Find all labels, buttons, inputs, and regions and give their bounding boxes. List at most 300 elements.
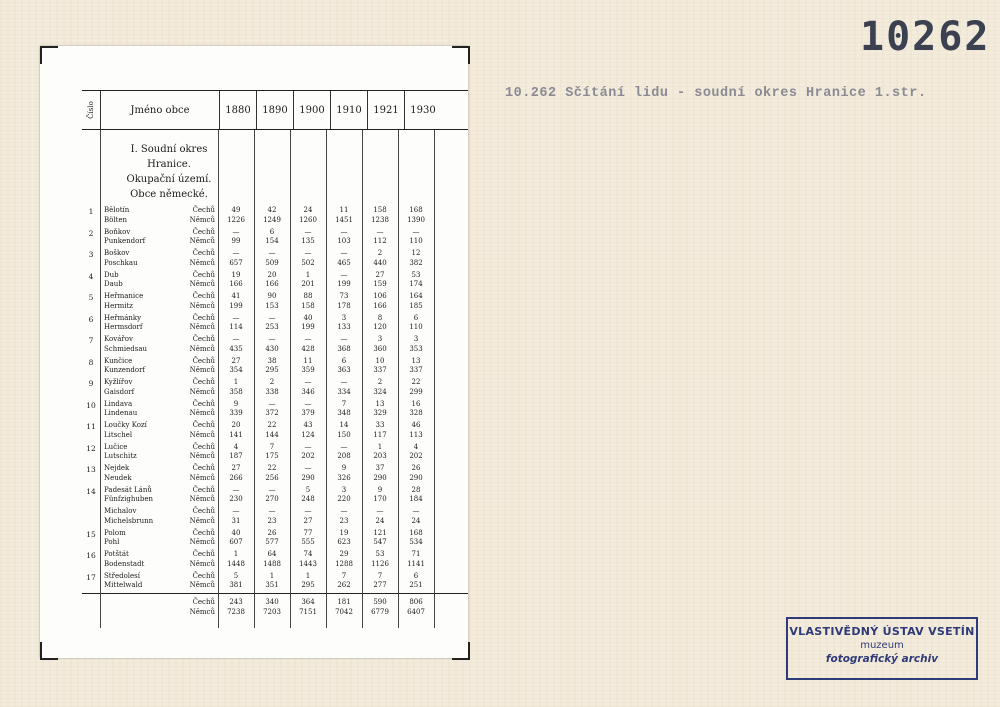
year-values — [290, 507, 326, 529]
value-germans: 1451 — [335, 215, 353, 224]
name-czech: Polom — [104, 528, 126, 537]
name-german: Schmiedsau — [104, 344, 147, 353]
value-germans: 178 — [337, 301, 351, 310]
value-czechs: 22 — [267, 421, 277, 429]
value-germans: 295 — [265, 366, 279, 374]
name-czech: Boňkov — [104, 227, 131, 236]
value-germans: 348 — [337, 409, 351, 417]
total-czechs: 181 — [337, 598, 351, 606]
table-row — [82, 443, 468, 465]
year-values — [254, 529, 290, 551]
year-values — [218, 550, 254, 572]
header-year: 1880 — [219, 91, 256, 129]
value-czechs: — — [268, 335, 276, 343]
year-values — [362, 228, 398, 250]
municipality-names — [100, 400, 180, 422]
table-row — [82, 271, 468, 293]
value-germans: 290 — [301, 473, 315, 482]
value-germans: 253 — [265, 323, 279, 331]
value-germans: 435 — [229, 344, 243, 353]
value-germans: 1443 — [299, 559, 317, 568]
value-germans: 199 — [301, 323, 315, 331]
year-values — [326, 486, 362, 508]
label-czechs: Čechů — [192, 206, 215, 214]
value-czechs: 9 — [341, 464, 347, 472]
total-czechs: 340 — [265, 598, 279, 606]
value-czechs: 6 — [413, 313, 419, 322]
year-values — [326, 292, 362, 314]
year-values — [254, 378, 290, 400]
value-czechs: 1 — [269, 571, 275, 580]
value-czechs: 27 — [231, 464, 241, 472]
value-germans: 201 — [301, 280, 315, 288]
value-germans: 326 — [337, 473, 351, 482]
value-czechs: — — [340, 270, 348, 279]
value-czechs: 3 — [413, 335, 419, 343]
row-number: 4 — [88, 271, 94, 281]
name-czech: Boškov — [104, 249, 130, 257]
year-values — [218, 421, 254, 443]
name-german: Pohl — [104, 538, 120, 546]
value-czechs: — — [304, 378, 312, 386]
label-germans: Němců — [189, 430, 215, 439]
year-values — [218, 249, 254, 271]
year-values — [254, 292, 290, 314]
stamp-line: fotografický archiv — [825, 653, 939, 665]
label-germans: Němců — [189, 495, 215, 503]
label-czechs: Čechů — [192, 421, 215, 429]
year-values — [218, 292, 254, 314]
value-germans: 290 — [373, 473, 387, 482]
year-values — [398, 335, 434, 357]
value-czechs: 168 — [409, 528, 423, 537]
value-czechs: — — [340, 249, 348, 257]
label-czechs: Čechů — [192, 292, 215, 300]
value-czechs: 26 — [411, 464, 421, 472]
value-germans: 203 — [373, 452, 387, 460]
header-number: Číslo — [86, 101, 95, 119]
name-german: Bölten — [104, 215, 128, 224]
label-czechs: Čechů — [192, 442, 215, 451]
value-czechs: 33 — [375, 421, 385, 429]
value-germans: 337 — [373, 366, 387, 374]
label-czechs: Čechů — [192, 249, 215, 257]
year-values — [326, 550, 362, 572]
value-czechs: 9 — [377, 485, 383, 494]
value-czechs: 13 — [411, 356, 421, 365]
value-czechs: 38 — [267, 356, 277, 365]
value-germans: 337 — [409, 366, 423, 374]
year-values — [218, 507, 254, 529]
value-czechs: 43 — [303, 421, 313, 429]
label-czechs: Čechů — [192, 550, 215, 558]
year-values — [254, 572, 290, 594]
name-czech: Lindava — [104, 399, 133, 408]
year-values — [362, 378, 398, 400]
year-values — [398, 550, 434, 572]
year-values — [254, 400, 290, 422]
nationality-labels — [180, 443, 218, 465]
label-germans: Němců — [189, 452, 215, 460]
table-row — [82, 314, 468, 336]
table-row — [82, 507, 468, 529]
photograph — [40, 46, 468, 658]
value-czechs: 168 — [409, 206, 423, 214]
year-values — [362, 314, 398, 336]
row-number: 11 — [86, 422, 96, 431]
value-czechs: — — [412, 507, 420, 515]
value-germans: 31 — [231, 516, 241, 525]
label-germans: Němců — [189, 366, 215, 374]
value-germans: 368 — [337, 344, 351, 353]
value-czechs: 14 — [339, 421, 349, 429]
archive-stamp — [786, 617, 978, 680]
name-german: Daub — [104, 280, 123, 288]
value-czechs: 106 — [373, 292, 387, 300]
row-number: 15 — [86, 529, 96, 539]
total-values — [362, 598, 398, 628]
year-values — [362, 507, 398, 529]
value-germans: 430 — [265, 344, 279, 353]
value-czechs: 8 — [377, 313, 383, 322]
value-czechs: — — [304, 464, 312, 472]
year-values — [362, 335, 398, 357]
year-values — [290, 335, 326, 357]
table-row — [82, 249, 468, 271]
municipality-names — [100, 335, 180, 357]
municipality-names — [100, 292, 180, 314]
value-germans: 428 — [301, 344, 315, 353]
nationality-labels — [180, 378, 218, 400]
value-germans: 295 — [301, 581, 315, 589]
row-number: 13 — [86, 465, 96, 474]
name-german: Hermsdorf — [104, 323, 143, 331]
value-germans: 363 — [337, 366, 351, 374]
value-germans: 360 — [373, 344, 387, 353]
value-czechs: 37 — [375, 464, 385, 472]
value-czechs: 19 — [231, 270, 241, 279]
value-czechs: — — [232, 249, 240, 257]
photo-corner-mount — [40, 46, 58, 64]
value-germans: 248 — [301, 495, 315, 503]
year-values — [398, 206, 434, 228]
year-values — [398, 421, 434, 443]
total-germans: 6407 — [407, 607, 425, 616]
value-germans: 1126 — [371, 559, 389, 568]
value-czechs: 16 — [411, 399, 421, 408]
label-germans: Němců — [189, 607, 215, 616]
year-values — [326, 206, 362, 228]
nationality-labels — [180, 249, 218, 271]
value-germans: 381 — [229, 581, 243, 589]
total-values — [398, 598, 434, 628]
value-czechs: — — [268, 399, 276, 408]
value-czechs: 53 — [375, 550, 385, 558]
year-values — [326, 421, 362, 443]
value-germans: 199 — [229, 301, 243, 310]
total-germans: 6779 — [371, 607, 389, 616]
value-czechs: 22 — [267, 464, 277, 472]
year-values — [398, 572, 434, 594]
municipality-names — [100, 378, 180, 400]
table-row — [82, 529, 468, 551]
year-values — [218, 228, 254, 250]
value-germans: 117 — [373, 430, 387, 439]
year-values — [398, 228, 434, 250]
year-values — [326, 507, 362, 529]
value-germans: 199 — [337, 280, 351, 288]
value-germans: 1226 — [227, 215, 245, 224]
label-germans: Němců — [189, 323, 215, 331]
value-czechs: 41 — [231, 292, 241, 300]
value-czechs: 2 — [377, 249, 383, 257]
value-germans: 270 — [265, 495, 279, 503]
year-values — [218, 335, 254, 357]
value-czechs: 64 — [267, 550, 277, 558]
year-values — [362, 292, 398, 314]
table-row — [82, 464, 468, 486]
nationality-labels — [180, 314, 218, 336]
name-czech: Loučky Kozí — [104, 421, 147, 429]
municipality-names — [100, 206, 180, 228]
value-czechs: — — [268, 485, 276, 494]
label-germans: Němců — [189, 559, 215, 568]
label-czechs: Čechů — [192, 464, 215, 472]
total-values — [218, 598, 254, 628]
name-czech: Heřmánky — [104, 313, 142, 322]
census-table — [82, 90, 468, 628]
total-germans: 7238 — [227, 607, 245, 616]
value-germans: 202 — [409, 452, 423, 460]
year-values — [398, 249, 434, 271]
value-germans: 110 — [409, 237, 423, 245]
value-czechs: 19 — [339, 528, 349, 537]
year-values — [254, 335, 290, 357]
value-czechs: — — [232, 227, 240, 236]
value-czechs: 24 — [303, 206, 313, 214]
year-values — [326, 378, 362, 400]
value-germans: 159 — [373, 280, 387, 288]
value-czechs: — — [232, 485, 240, 494]
year-values — [290, 550, 326, 572]
row-number: 10 — [86, 400, 96, 410]
value-germans: 346 — [301, 387, 315, 396]
nationality-labels — [180, 292, 218, 314]
year-values — [254, 507, 290, 529]
value-germans: 141 — [229, 430, 243, 439]
table-row — [82, 228, 468, 250]
value-czechs: — — [340, 378, 348, 386]
municipality-names — [100, 443, 180, 465]
value-czechs: 90 — [267, 292, 277, 300]
row-number: 5 — [88, 293, 94, 302]
value-czechs: 71 — [411, 550, 421, 558]
value-czechs: 5 — [233, 571, 239, 580]
nationality-labels — [180, 529, 218, 551]
name-czech: Kunčice — [104, 356, 133, 365]
value-czechs: 6 — [413, 571, 419, 580]
municipality-names — [100, 598, 180, 628]
row-number: 7 — [88, 336, 94, 345]
section-line: Obce německé. — [130, 189, 208, 200]
value-czechs: 7 — [269, 442, 275, 451]
table-header — [82, 90, 468, 130]
name-czech: Středolesí — [104, 571, 141, 580]
label-czechs: Čechů — [192, 356, 215, 365]
label-germans: Němců — [189, 237, 215, 245]
name-german: Bodenstadt — [104, 559, 145, 568]
municipality-names — [100, 572, 180, 594]
value-germans: 290 — [409, 473, 423, 482]
value-germans: 112 — [373, 237, 387, 245]
value-czechs: — — [340, 335, 348, 343]
total-czechs: 243 — [229, 598, 243, 606]
year-values — [290, 292, 326, 314]
year-values — [362, 464, 398, 486]
value-czechs: 6 — [269, 227, 275, 236]
total-czechs: 364 — [301, 598, 315, 606]
year-values — [290, 572, 326, 594]
label-czechs: Čechů — [192, 313, 215, 322]
year-values — [218, 443, 254, 465]
municipality-names — [100, 357, 180, 379]
value-czechs: — — [376, 507, 384, 515]
value-czechs: 11 — [303, 356, 313, 365]
name-czech: Dub — [104, 270, 119, 279]
row-number: 6 — [88, 314, 94, 324]
year-values — [290, 314, 326, 336]
value-czechs: 3 — [341, 485, 347, 494]
year-values — [398, 292, 434, 314]
value-czechs: — — [340, 507, 348, 515]
value-germans: 440 — [373, 258, 387, 267]
name-czech: Padesát Lánů — [104, 485, 152, 494]
label-czechs: Čechů — [192, 571, 215, 580]
year-values — [326, 572, 362, 594]
municipality-names — [100, 249, 180, 271]
nationality-labels — [180, 228, 218, 250]
year-values — [254, 314, 290, 336]
year-values — [254, 228, 290, 250]
name-german: Lutschitz — [104, 452, 137, 460]
municipality-names — [100, 464, 180, 486]
value-germans: 24 — [411, 516, 421, 525]
totals-row — [82, 593, 468, 628]
year-values — [254, 421, 290, 443]
year-values — [362, 443, 398, 465]
value-germans: 120 — [373, 323, 387, 331]
value-germans: 103 — [337, 237, 351, 245]
municipality-names — [100, 314, 180, 336]
year-values — [362, 249, 398, 271]
table-row — [82, 421, 468, 443]
section-heading — [82, 130, 468, 206]
label-germans: Němců — [189, 280, 215, 288]
value-czechs: 5 — [305, 485, 311, 494]
name-czech: Heřmanice — [104, 292, 144, 300]
year-values — [218, 400, 254, 422]
value-czechs: 49 — [231, 206, 241, 214]
value-germans: 1249 — [263, 215, 281, 224]
value-germans: 372 — [265, 409, 279, 417]
label-germans: Němců — [189, 258, 215, 267]
year-values — [362, 357, 398, 379]
stamp-line: muzeum — [860, 640, 904, 651]
row-number: 2 — [88, 228, 94, 238]
value-czechs: — — [340, 442, 348, 451]
value-germans: 1390 — [407, 215, 425, 224]
value-czechs: 164 — [409, 292, 423, 300]
year-values — [290, 357, 326, 379]
value-czechs: 121 — [373, 528, 387, 537]
value-czechs: 74 — [303, 550, 313, 558]
value-czechs: — — [376, 227, 384, 236]
name-czech: Michalov — [104, 507, 137, 515]
name-german: Neudek — [104, 473, 132, 482]
label-czechs: Čechů — [192, 485, 215, 494]
year-values — [254, 486, 290, 508]
value-czechs: 26 — [267, 528, 277, 537]
value-germans: 1238 — [371, 215, 389, 224]
total-germans: 7042 — [335, 607, 353, 616]
row-number: 9 — [88, 379, 94, 388]
year-values — [290, 443, 326, 465]
label-germans: Němců — [189, 301, 215, 310]
year-values — [326, 357, 362, 379]
year-values — [218, 529, 254, 551]
year-values — [218, 271, 254, 293]
value-czechs: 53 — [411, 270, 421, 279]
value-germans: 166 — [265, 280, 279, 288]
value-czechs: 11 — [339, 206, 349, 214]
table-row — [82, 400, 468, 422]
year-values — [362, 271, 398, 293]
value-czechs: 20 — [267, 270, 277, 279]
year-values — [290, 400, 326, 422]
year-values — [398, 314, 434, 336]
value-czechs: — — [268, 313, 276, 322]
total-czechs: 806 — [409, 598, 423, 606]
value-germans: 251 — [409, 581, 423, 589]
year-values — [254, 357, 290, 379]
year-values — [254, 271, 290, 293]
year-values — [254, 443, 290, 465]
value-germans: 220 — [337, 495, 351, 503]
label-czechs: Čechů — [192, 335, 215, 343]
nationality-labels — [180, 357, 218, 379]
value-germans: 184 — [409, 495, 423, 503]
value-germans: 354 — [229, 366, 243, 374]
label-czechs: Čechů — [192, 378, 215, 386]
value-czechs: 42 — [267, 206, 277, 214]
row-number: 1 — [88, 207, 94, 216]
municipality-names — [100, 550, 180, 572]
name-german: Lindenau — [104, 409, 138, 417]
value-czechs: — — [412, 227, 420, 236]
value-czechs: 7 — [377, 571, 383, 580]
label-germans: Němců — [189, 581, 215, 589]
nationality-labels — [180, 271, 218, 293]
nationality-labels — [180, 206, 218, 228]
header-year: 1900 — [293, 91, 330, 129]
municipality-names — [100, 486, 180, 508]
nationality-labels — [180, 572, 218, 594]
year-values — [362, 529, 398, 551]
nationality-labels — [180, 464, 218, 486]
name-german: Kunzendorf — [104, 366, 146, 374]
name-german: Mittelwald — [104, 581, 143, 589]
label-germans: Němců — [189, 344, 215, 353]
